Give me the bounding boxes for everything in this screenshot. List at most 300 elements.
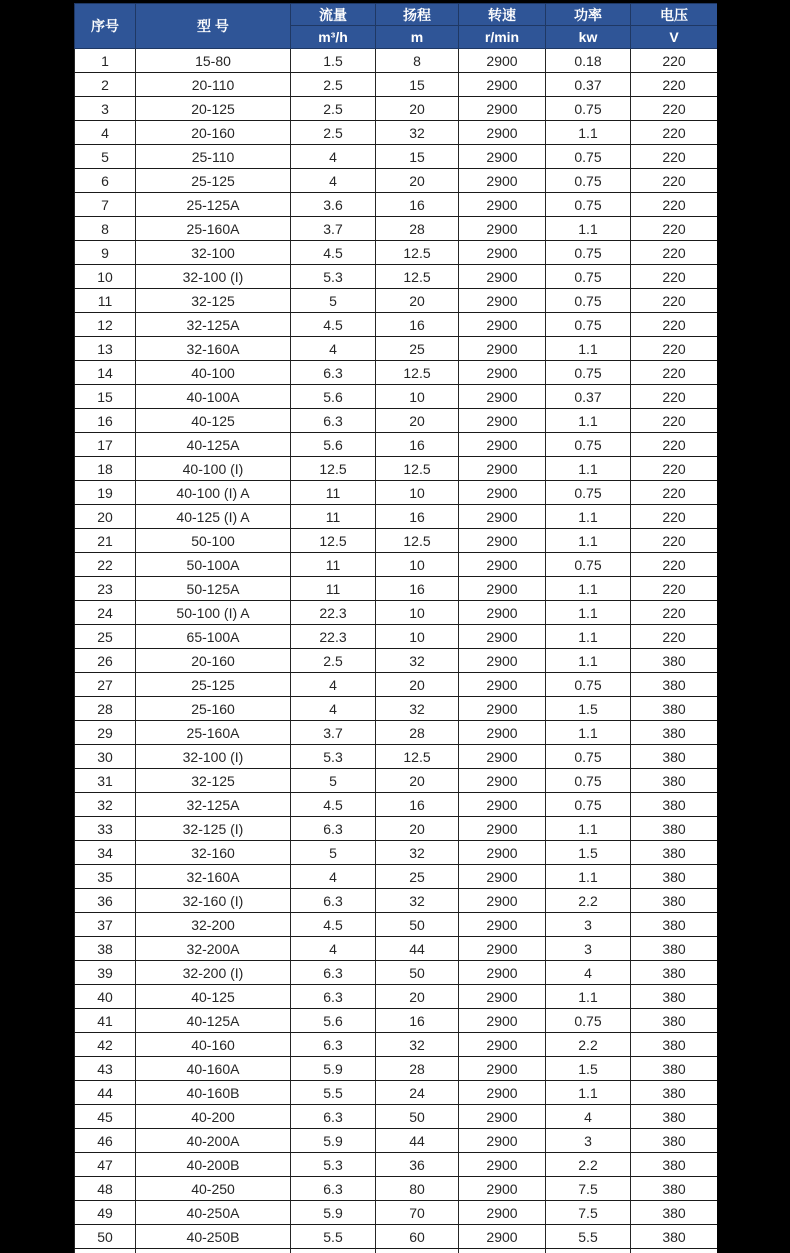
cell-speed: 2900	[459, 1033, 546, 1057]
table-row	[75, 1081, 718, 1105]
cell-head: 20	[376, 817, 459, 841]
cell-head: 44	[376, 1129, 459, 1153]
cell-voltage: 380	[631, 1033, 718, 1057]
table-row	[75, 505, 718, 529]
cell-head: 8	[376, 49, 459, 73]
cell-speed: 2900	[459, 73, 546, 97]
cell-power: 1.5	[546, 1057, 631, 1081]
cell-voltage: 380	[631, 985, 718, 1009]
cell-voltage: 380	[631, 817, 718, 841]
cell-power: 0.75	[546, 769, 631, 793]
cell-model: 40-250A	[136, 1201, 291, 1225]
column-header-model: 型 号	[136, 4, 291, 49]
cell-power: 4	[546, 961, 631, 985]
table-row	[75, 721, 718, 745]
cell-power: 1.5	[546, 841, 631, 865]
cell-index: 36	[75, 889, 136, 913]
cell-model: 40-100A	[136, 385, 291, 409]
cell-voltage: 380	[631, 1129, 718, 1153]
cell-flow: 11	[291, 553, 376, 577]
cell-flow: 5	[291, 289, 376, 313]
cell-speed: 2900	[459, 385, 546, 409]
cell-model: 40-125A	[136, 433, 291, 457]
table-row	[75, 817, 718, 841]
cell-empty	[75, 1249, 136, 1253]
cell-head: 10	[376, 385, 459, 409]
cell-head: 36	[376, 1153, 459, 1177]
cell-model: 25-125	[136, 169, 291, 193]
cell-flow: 22.3	[291, 625, 376, 649]
cell-model: 40-100	[136, 361, 291, 385]
cell-speed: 2900	[459, 1009, 546, 1033]
cell-speed: 2900	[459, 1153, 546, 1177]
column-header-index: 序号	[75, 4, 136, 49]
cell-head: 25	[376, 865, 459, 889]
column-unit-power: kw	[546, 26, 631, 49]
cell-index: 8	[75, 217, 136, 241]
cell-index: 19	[75, 481, 136, 505]
cell-empty	[376, 1249, 459, 1253]
cell-voltage: 220	[631, 121, 718, 145]
cell-model: 20-160	[136, 121, 291, 145]
cell-power: 0.75	[546, 745, 631, 769]
cell-model: 32-125	[136, 769, 291, 793]
cell-model: 32-200	[136, 913, 291, 937]
cell-head: 60	[376, 1225, 459, 1249]
cell-model: 40-160	[136, 1033, 291, 1057]
cell-speed: 2900	[459, 145, 546, 169]
cell-empty	[136, 1249, 291, 1253]
cell-empty	[631, 1249, 718, 1253]
cell-speed: 2900	[459, 841, 546, 865]
cell-voltage: 380	[631, 865, 718, 889]
cell-head: 50	[376, 913, 459, 937]
table-row	[75, 529, 718, 553]
table-row	[75, 553, 718, 577]
table-header	[75, 4, 718, 49]
cell-voltage: 220	[631, 289, 718, 313]
cell-speed: 2900	[459, 577, 546, 601]
cell-speed: 2900	[459, 553, 546, 577]
cell-index: 3	[75, 97, 136, 121]
table-row-partial	[75, 1249, 718, 1253]
cell-flow: 1.5	[291, 49, 376, 73]
table-row	[75, 937, 718, 961]
cell-power: 5.5	[546, 1225, 631, 1249]
table-row	[75, 241, 718, 265]
table-row	[75, 1105, 718, 1129]
cell-flow: 2.5	[291, 73, 376, 97]
cell-model: 40-160A	[136, 1057, 291, 1081]
cell-index: 7	[75, 193, 136, 217]
cell-power: 1.1	[546, 649, 631, 673]
cell-voltage: 380	[631, 1225, 718, 1249]
cell-voltage: 220	[631, 505, 718, 529]
cell-speed: 2900	[459, 745, 546, 769]
cell-flow: 3.7	[291, 217, 376, 241]
cell-speed: 2900	[459, 97, 546, 121]
cell-model: 40-200A	[136, 1129, 291, 1153]
cell-model: 15-80	[136, 49, 291, 73]
column-header-head: 扬程	[376, 4, 459, 26]
cell-index: 41	[75, 1009, 136, 1033]
pump-spec-table	[74, 3, 717, 1253]
cell-voltage: 220	[631, 169, 718, 193]
table-row	[75, 985, 718, 1009]
cell-voltage: 380	[631, 841, 718, 865]
cell-index: 23	[75, 577, 136, 601]
cell-index: 12	[75, 313, 136, 337]
table-row	[75, 409, 718, 433]
cell-index: 32	[75, 793, 136, 817]
cell-power: 0.75	[546, 145, 631, 169]
cell-model: 20-110	[136, 73, 291, 97]
cell-head: 25	[376, 337, 459, 361]
cell-model: 32-100 (I)	[136, 265, 291, 289]
table-row	[75, 649, 718, 673]
cell-head: 16	[376, 1009, 459, 1033]
cell-flow: 5.6	[291, 433, 376, 457]
cell-head: 28	[376, 217, 459, 241]
cell-power: 0.75	[546, 97, 631, 121]
cell-flow: 4.5	[291, 793, 376, 817]
cell-head: 20	[376, 97, 459, 121]
cell-index: 29	[75, 721, 136, 745]
cell-head: 32	[376, 649, 459, 673]
cell-flow: 3.7	[291, 721, 376, 745]
cell-index: 25	[75, 625, 136, 649]
table-row	[75, 265, 718, 289]
cell-speed: 2900	[459, 121, 546, 145]
cell-index: 26	[75, 649, 136, 673]
cell-speed: 2900	[459, 241, 546, 265]
cell-flow: 22.3	[291, 601, 376, 625]
table-row	[75, 1153, 718, 1177]
cell-head: 10	[376, 625, 459, 649]
table-row	[75, 769, 718, 793]
cell-speed: 2900	[459, 793, 546, 817]
cell-index: 45	[75, 1105, 136, 1129]
cell-speed: 2900	[459, 889, 546, 913]
table-row	[75, 481, 718, 505]
cell-model: 32-200A	[136, 937, 291, 961]
column-unit-voltage: V	[631, 26, 718, 49]
cell-model: 32-125	[136, 289, 291, 313]
cell-flow: 6.3	[291, 1033, 376, 1057]
cell-model: 32-125 (I)	[136, 817, 291, 841]
cell-speed: 2900	[459, 49, 546, 73]
cell-flow: 6.3	[291, 961, 376, 985]
cell-index: 2	[75, 73, 136, 97]
table-row	[75, 289, 718, 313]
cell-voltage: 380	[631, 1009, 718, 1033]
cell-power: 0.75	[546, 265, 631, 289]
cell-speed: 2900	[459, 865, 546, 889]
cell-speed: 2900	[459, 697, 546, 721]
cell-head: 32	[376, 1033, 459, 1057]
cell-speed: 2900	[459, 913, 546, 937]
cell-flow: 5.9	[291, 1129, 376, 1153]
cell-head: 50	[376, 1105, 459, 1129]
cell-model: 40-200	[136, 1105, 291, 1129]
cell-index: 27	[75, 673, 136, 697]
cell-voltage: 220	[631, 145, 718, 169]
cell-head: 24	[376, 1081, 459, 1105]
cell-speed: 2900	[459, 1081, 546, 1105]
column-unit-head: m	[376, 26, 459, 49]
cell-flow: 11	[291, 577, 376, 601]
cell-model: 40-125A	[136, 1009, 291, 1033]
column-header-flow: 流量	[291, 4, 376, 26]
cell-head: 50	[376, 961, 459, 985]
table-body	[75, 49, 718, 1253]
cell-model: 40-125	[136, 985, 291, 1009]
table-row	[75, 913, 718, 937]
cell-power: 0.75	[546, 289, 631, 313]
table-row	[75, 625, 718, 649]
cell-speed: 2900	[459, 289, 546, 313]
table-row	[75, 577, 718, 601]
table-row	[75, 97, 718, 121]
cell-flow: 4.5	[291, 913, 376, 937]
table-row	[75, 1129, 718, 1153]
cell-index: 13	[75, 337, 136, 361]
cell-flow: 6.3	[291, 1105, 376, 1129]
cell-flow: 11	[291, 481, 376, 505]
cell-power: 2.2	[546, 1033, 631, 1057]
cell-voltage: 380	[631, 697, 718, 721]
cell-voltage: 220	[631, 385, 718, 409]
column-unit-speed: r/min	[459, 26, 546, 49]
table-row	[75, 673, 718, 697]
cell-voltage: 220	[631, 577, 718, 601]
cell-model: 40-160B	[136, 1081, 291, 1105]
cell-power: 0.75	[546, 1009, 631, 1033]
cell-flow: 4	[291, 865, 376, 889]
cell-speed: 2900	[459, 817, 546, 841]
cell-empty	[291, 1249, 376, 1253]
cell-speed: 2900	[459, 769, 546, 793]
cell-model: 25-110	[136, 145, 291, 169]
cell-head: 20	[376, 289, 459, 313]
cell-power: 0.75	[546, 793, 631, 817]
cell-power: 4	[546, 1105, 631, 1129]
cell-power: 0.75	[546, 169, 631, 193]
cell-voltage: 220	[631, 193, 718, 217]
cell-flow: 4	[291, 697, 376, 721]
cell-power: 1.1	[546, 721, 631, 745]
cell-power: 0.75	[546, 241, 631, 265]
cell-model: 32-160	[136, 841, 291, 865]
cell-index: 9	[75, 241, 136, 265]
cell-model: 40-250B	[136, 1225, 291, 1249]
cell-flow: 5.9	[291, 1201, 376, 1225]
cell-head: 12.5	[376, 241, 459, 265]
column-header-power: 功率	[546, 4, 631, 26]
cell-head: 12.5	[376, 745, 459, 769]
cell-speed: 2900	[459, 1105, 546, 1129]
cell-index: 40	[75, 985, 136, 1009]
cell-index: 46	[75, 1129, 136, 1153]
table-row	[75, 697, 718, 721]
cell-head: 20	[376, 769, 459, 793]
cell-voltage: 220	[631, 337, 718, 361]
cell-head: 12.5	[376, 529, 459, 553]
cell-head: 32	[376, 889, 459, 913]
pump-spec-table-container	[74, 3, 717, 1253]
cell-power: 1.1	[546, 985, 631, 1009]
cell-voltage: 380	[631, 1201, 718, 1225]
cell-index: 38	[75, 937, 136, 961]
cell-power: 7.5	[546, 1177, 631, 1201]
cell-index: 33	[75, 817, 136, 841]
cell-head: 16	[376, 433, 459, 457]
cell-voltage: 220	[631, 265, 718, 289]
cell-model: 32-160 (I)	[136, 889, 291, 913]
cell-speed: 2900	[459, 481, 546, 505]
table-row	[75, 457, 718, 481]
cell-speed: 2900	[459, 265, 546, 289]
cell-voltage: 220	[631, 481, 718, 505]
cell-flow: 5.6	[291, 1009, 376, 1033]
table-row	[75, 1009, 718, 1033]
cell-voltage: 220	[631, 49, 718, 73]
table-row	[75, 313, 718, 337]
cell-head: 15	[376, 73, 459, 97]
column-header-speed: 转速	[459, 4, 546, 26]
cell-head: 16	[376, 505, 459, 529]
cell-power: 0.75	[546, 361, 631, 385]
cell-power: 0.75	[546, 673, 631, 697]
table-row	[75, 121, 718, 145]
cell-voltage: 380	[631, 1057, 718, 1081]
cell-flow: 4	[291, 169, 376, 193]
cell-index: 42	[75, 1033, 136, 1057]
cell-head: 32	[376, 121, 459, 145]
cell-head: 20	[376, 409, 459, 433]
cell-index: 37	[75, 913, 136, 937]
header-row-labels	[75, 4, 718, 26]
table-row	[75, 793, 718, 817]
cell-flow: 5	[291, 841, 376, 865]
cell-head: 20	[376, 169, 459, 193]
cell-model: 40-100 (I) A	[136, 481, 291, 505]
cell-model: 25-160	[136, 697, 291, 721]
cell-flow: 11	[291, 505, 376, 529]
cell-model: 40-125	[136, 409, 291, 433]
cell-empty	[546, 1249, 631, 1253]
cell-flow: 6.3	[291, 985, 376, 1009]
cell-speed: 2900	[459, 361, 546, 385]
cell-model: 25-160A	[136, 721, 291, 745]
cell-flow: 4	[291, 337, 376, 361]
cell-flow: 6.3	[291, 1177, 376, 1201]
table-row	[75, 145, 718, 169]
cell-model: 50-100 (I) A	[136, 601, 291, 625]
cell-model: 50-100	[136, 529, 291, 553]
cell-speed: 2900	[459, 433, 546, 457]
cell-power: 1.1	[546, 217, 631, 241]
cell-head: 20	[376, 673, 459, 697]
cell-head: 12.5	[376, 265, 459, 289]
cell-model: 25-125A	[136, 193, 291, 217]
cell-speed: 2900	[459, 409, 546, 433]
cell-power: 2.2	[546, 1153, 631, 1177]
cell-voltage: 380	[631, 745, 718, 769]
cell-flow: 3.6	[291, 193, 376, 217]
cell-power: 3	[546, 937, 631, 961]
cell-index: 4	[75, 121, 136, 145]
cell-flow: 5	[291, 769, 376, 793]
cell-flow: 2.5	[291, 649, 376, 673]
cell-index: 18	[75, 457, 136, 481]
table-row	[75, 889, 718, 913]
cell-model: 32-125A	[136, 313, 291, 337]
table-row	[75, 361, 718, 385]
cell-speed: 2900	[459, 649, 546, 673]
cell-voltage: 380	[631, 721, 718, 745]
cell-index: 21	[75, 529, 136, 553]
cell-head: 16	[376, 193, 459, 217]
cell-voltage: 220	[631, 409, 718, 433]
table-row	[75, 337, 718, 361]
cell-power: 1.1	[546, 529, 631, 553]
cell-model: 32-160A	[136, 337, 291, 361]
cell-index: 44	[75, 1081, 136, 1105]
cell-head: 70	[376, 1201, 459, 1225]
table-row	[75, 385, 718, 409]
cell-voltage: 220	[631, 601, 718, 625]
cell-speed: 2900	[459, 673, 546, 697]
table-row	[75, 49, 718, 73]
cell-flow: 5.9	[291, 1057, 376, 1081]
cell-voltage: 380	[631, 1177, 718, 1201]
table-row	[75, 1057, 718, 1081]
cell-index: 1	[75, 49, 136, 73]
cell-index: 24	[75, 601, 136, 625]
cell-voltage: 380	[631, 913, 718, 937]
cell-head: 16	[376, 793, 459, 817]
cell-model: 40-250	[136, 1177, 291, 1201]
table-row	[75, 1033, 718, 1057]
cell-power: 0.37	[546, 385, 631, 409]
table-row	[75, 169, 718, 193]
cell-voltage: 380	[631, 961, 718, 985]
cell-flow: 5.3	[291, 745, 376, 769]
cell-flow: 5.6	[291, 385, 376, 409]
cell-flow: 5.3	[291, 1153, 376, 1177]
cell-head: 32	[376, 841, 459, 865]
cell-head: 80	[376, 1177, 459, 1201]
cell-model: 32-200 (I)	[136, 961, 291, 985]
cell-speed: 2900	[459, 601, 546, 625]
cell-voltage: 380	[631, 1153, 718, 1177]
cell-voltage: 380	[631, 1105, 718, 1129]
cell-speed: 2900	[459, 313, 546, 337]
cell-speed: 2900	[459, 961, 546, 985]
cell-power: 0.75	[546, 433, 631, 457]
cell-speed: 2900	[459, 625, 546, 649]
cell-voltage: 380	[631, 1081, 718, 1105]
cell-index: 20	[75, 505, 136, 529]
cell-power: 0.37	[546, 73, 631, 97]
cell-index: 14	[75, 361, 136, 385]
table-row	[75, 961, 718, 985]
cell-head: 12.5	[376, 361, 459, 385]
cell-power: 1.1	[546, 337, 631, 361]
cell-flow: 6.3	[291, 361, 376, 385]
cell-index: 11	[75, 289, 136, 313]
